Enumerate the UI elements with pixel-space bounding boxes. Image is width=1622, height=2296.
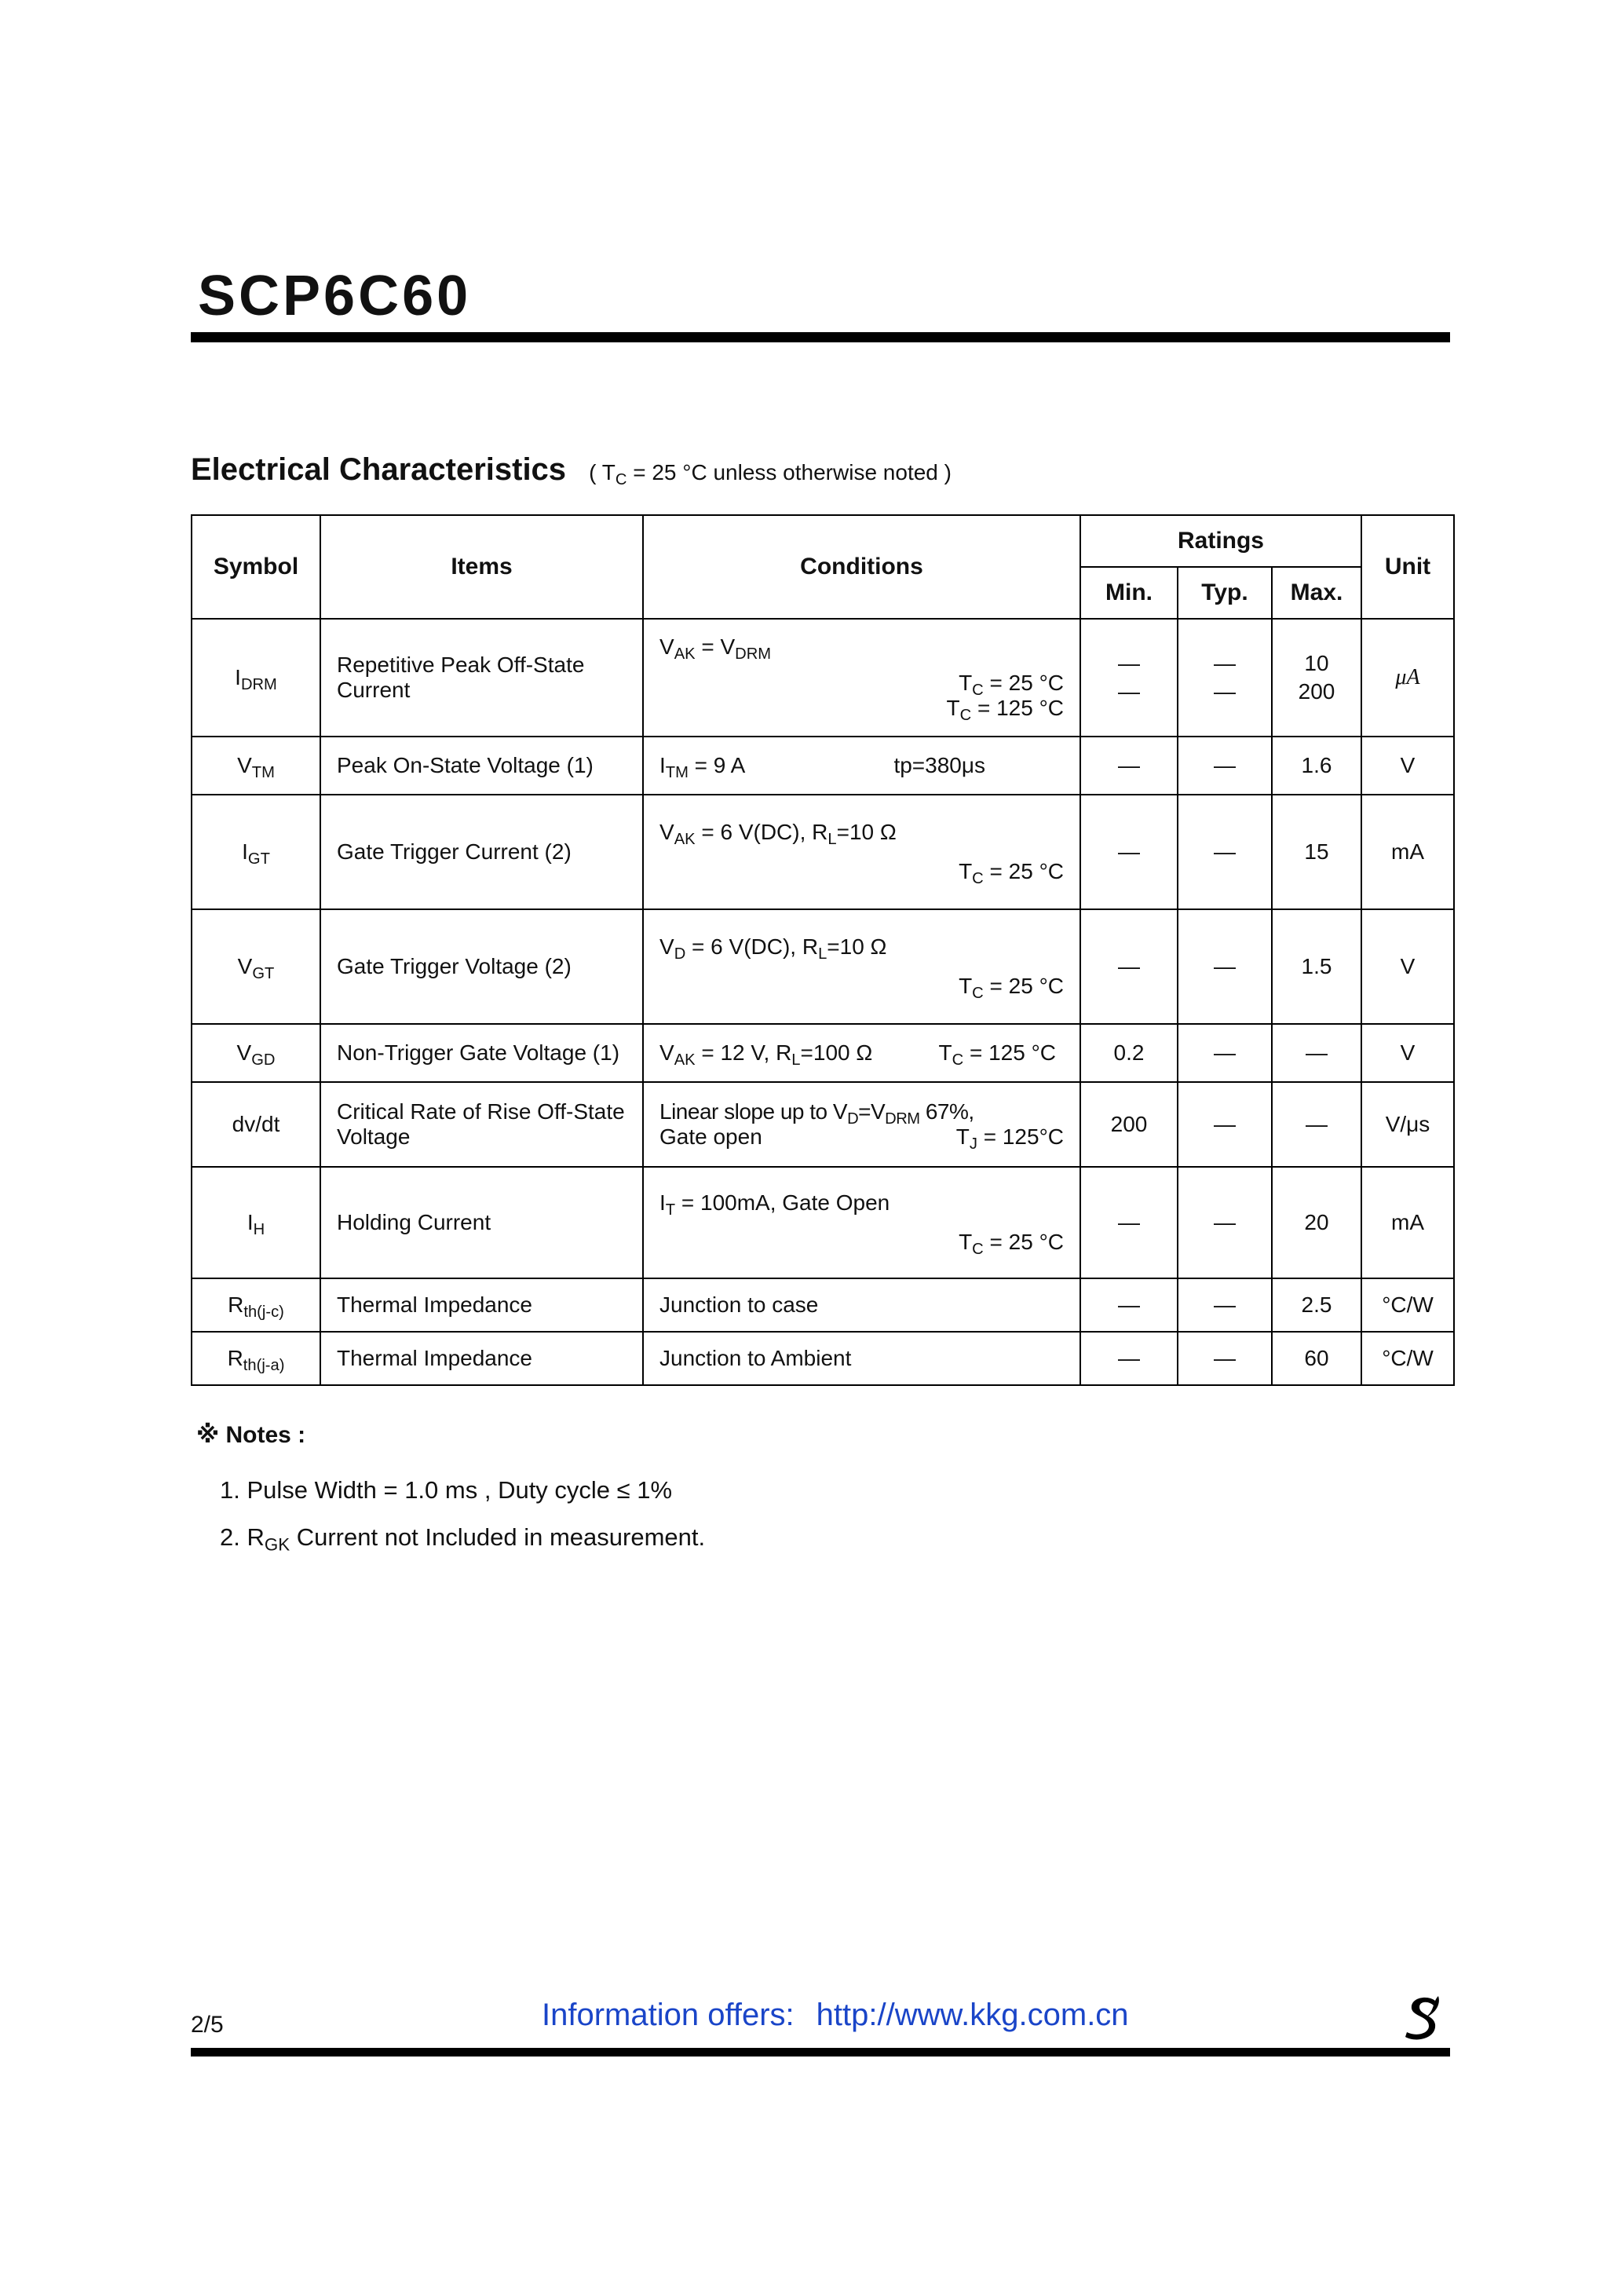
table-row	[192, 1278, 1454, 1332]
unit-cell: mA	[1361, 1167, 1454, 1278]
note-1: 1. Pulse Width = 1.0 ms , Duty cycle ≤ 1%	[220, 1476, 673, 1504]
section-title	[191, 452, 952, 488]
conditions-cell: $V_D = 6$ V(DC), $R_L=10$ Ω $T_C = 25$ °C	[643, 909, 1080, 1024]
unit-cell: mA	[1361, 795, 1454, 909]
part-number-title: SCP6C60	[198, 265, 472, 327]
item-cell: Non-Trigger Gate Voltage (1)	[320, 1024, 643, 1082]
typ-cell: —	[1178, 737, 1272, 795]
min-cell: —	[1080, 737, 1178, 795]
min-cell: 0.2	[1080, 1024, 1178, 1082]
typ-cell: —	[1178, 909, 1272, 1024]
max-cell: 1.6	[1272, 737, 1361, 795]
typ-cell: —	[1178, 1082, 1272, 1167]
conditions-cell: Junction to Ambient	[643, 1332, 1080, 1385]
section-conditions-note: ( $T_C = 25$ °C unless otherwise noted )	[589, 460, 952, 489]
max-cell: —	[1272, 1082, 1361, 1167]
max-cell: 2.5	[1272, 1278, 1361, 1332]
unit-cell: V	[1361, 1024, 1454, 1082]
min-cell: —	[1080, 909, 1178, 1024]
symbol-cell: $V_{GD}$	[192, 1024, 320, 1082]
table-row	[192, 1082, 1454, 1167]
info-offers	[542, 1998, 1129, 2033]
unit-cell: μA	[1361, 619, 1454, 737]
min-cell: — —	[1080, 619, 1178, 737]
min-cell: —	[1080, 1278, 1178, 1332]
table-row	[192, 1332, 1454, 1385]
unit-cell: °C/W	[1361, 1332, 1454, 1385]
max-cell: 20	[1272, 1167, 1361, 1278]
header-typ: Typ.	[1178, 567, 1272, 619]
item-cell: Gate Trigger Voltage (2)	[320, 909, 643, 1024]
unit-cell: V	[1361, 737, 1454, 795]
symbol-cell: dv/dt	[192, 1082, 320, 1167]
conditions-cell: $I_{TM} = 9$ A tp=380μs	[643, 737, 1080, 795]
footer-rule	[191, 2048, 1450, 2057]
table-row	[192, 1024, 1454, 1082]
typ-cell: —	[1178, 1278, 1272, 1332]
header-max: Max.	[1272, 567, 1361, 619]
symbol-cell: $I_{DRM}$	[192, 619, 320, 737]
symbol-cell: $I_H$	[192, 1167, 320, 1278]
typ-cell: — —	[1178, 619, 1272, 737]
unit-cell: V/μs	[1361, 1082, 1454, 1167]
item-cell: Repetitive Peak Off-State Current	[320, 619, 643, 737]
table-row	[192, 619, 1454, 737]
item-cell: Thermal Impedance	[320, 1278, 643, 1332]
info-url-link[interactable]: http://www.kkg.com.cn	[816, 1998, 1129, 2032]
typ-cell: —	[1178, 1167, 1272, 1278]
symbol-cell: $I_{GT}$	[192, 795, 320, 909]
header-min: Min.	[1080, 567, 1178, 619]
min-cell: —	[1080, 795, 1178, 909]
symbol-cell: $V_{GT}$	[192, 909, 320, 1024]
unit-cell: V	[1361, 909, 1454, 1024]
conditions-cell: $V_{AK} = 12$ V, $R_L=100$ Ω $T_C = 125$ °C	[643, 1024, 1080, 1082]
company-s-logo-icon	[1401, 1994, 1445, 2042]
table-row	[192, 1167, 1454, 1278]
min-cell: 200	[1080, 1082, 1178, 1167]
conditions-cell: $V_{AK} = 6$ V(DC), $R_L=10$ Ω $T_C = 25$ °C	[643, 795, 1080, 909]
item-cell: Peak On-State Voltage (1)	[320, 737, 643, 795]
table-row	[192, 737, 1454, 795]
page-number: 2/5	[191, 2012, 224, 2038]
header-unit: Unit	[1361, 515, 1454, 619]
table-row	[192, 909, 1454, 1024]
item-cell: Critical Rate of Rise Off-State Voltage	[320, 1082, 643, 1167]
table-row	[192, 795, 1454, 909]
header-rule	[191, 332, 1450, 342]
header-symbol: Symbol	[192, 515, 320, 619]
typ-cell: —	[1178, 1332, 1272, 1385]
header-items: Items	[320, 515, 643, 619]
symbol-cell: $R_{th(j-c)}$	[192, 1278, 320, 1332]
item-cell: Thermal Impedance	[320, 1332, 643, 1385]
unit-cell: °C/W	[1361, 1278, 1454, 1332]
conditions-cell: Junction to case	[643, 1278, 1080, 1332]
typ-cell: —	[1178, 795, 1272, 909]
note-2: 2. $R_{GK}$ Current not Included in measurement.	[220, 1523, 706, 1555]
max-cell: 10 200	[1272, 619, 1361, 737]
item-cell: Gate Trigger Current (2)	[320, 795, 643, 909]
info-label: Information offers:	[542, 1998, 795, 2032]
header-ratings: Ratings	[1080, 515, 1361, 567]
header-conditions: Conditions	[643, 515, 1080, 619]
conditions-cell: $V_{AK} = V_{DRM}$ $T_C = 25$ °C $T_C = 125$ °C	[643, 619, 1080, 737]
max-cell: 1.5	[1272, 909, 1361, 1024]
min-cell: —	[1080, 1332, 1178, 1385]
conditions-cell: Linear slope up to $V_D=V_{DRM}$ 67%, Gate open $T_J = 125^\circ C$	[643, 1082, 1080, 1167]
section-title-text: Electrical Characteristics	[191, 452, 567, 487]
notes-title: ※ Notes :	[196, 1422, 306, 1448]
symbol-cell: $V_{TM}$	[192, 737, 320, 795]
max-cell: 60	[1272, 1332, 1361, 1385]
max-cell: —	[1272, 1024, 1361, 1082]
typ-cell: —	[1178, 1024, 1272, 1082]
max-cell: 15	[1272, 795, 1361, 909]
conditions-cell: $I_T = 100mA$, Gate Open $T_C = 25$ °C	[643, 1167, 1080, 1278]
min-cell: —	[1080, 1167, 1178, 1278]
symbol-cell: $R_{th(j-a)}$	[192, 1332, 320, 1385]
item-cell: Holding Current	[320, 1167, 643, 1278]
electrical-characteristics-table	[191, 514, 1455, 1386]
